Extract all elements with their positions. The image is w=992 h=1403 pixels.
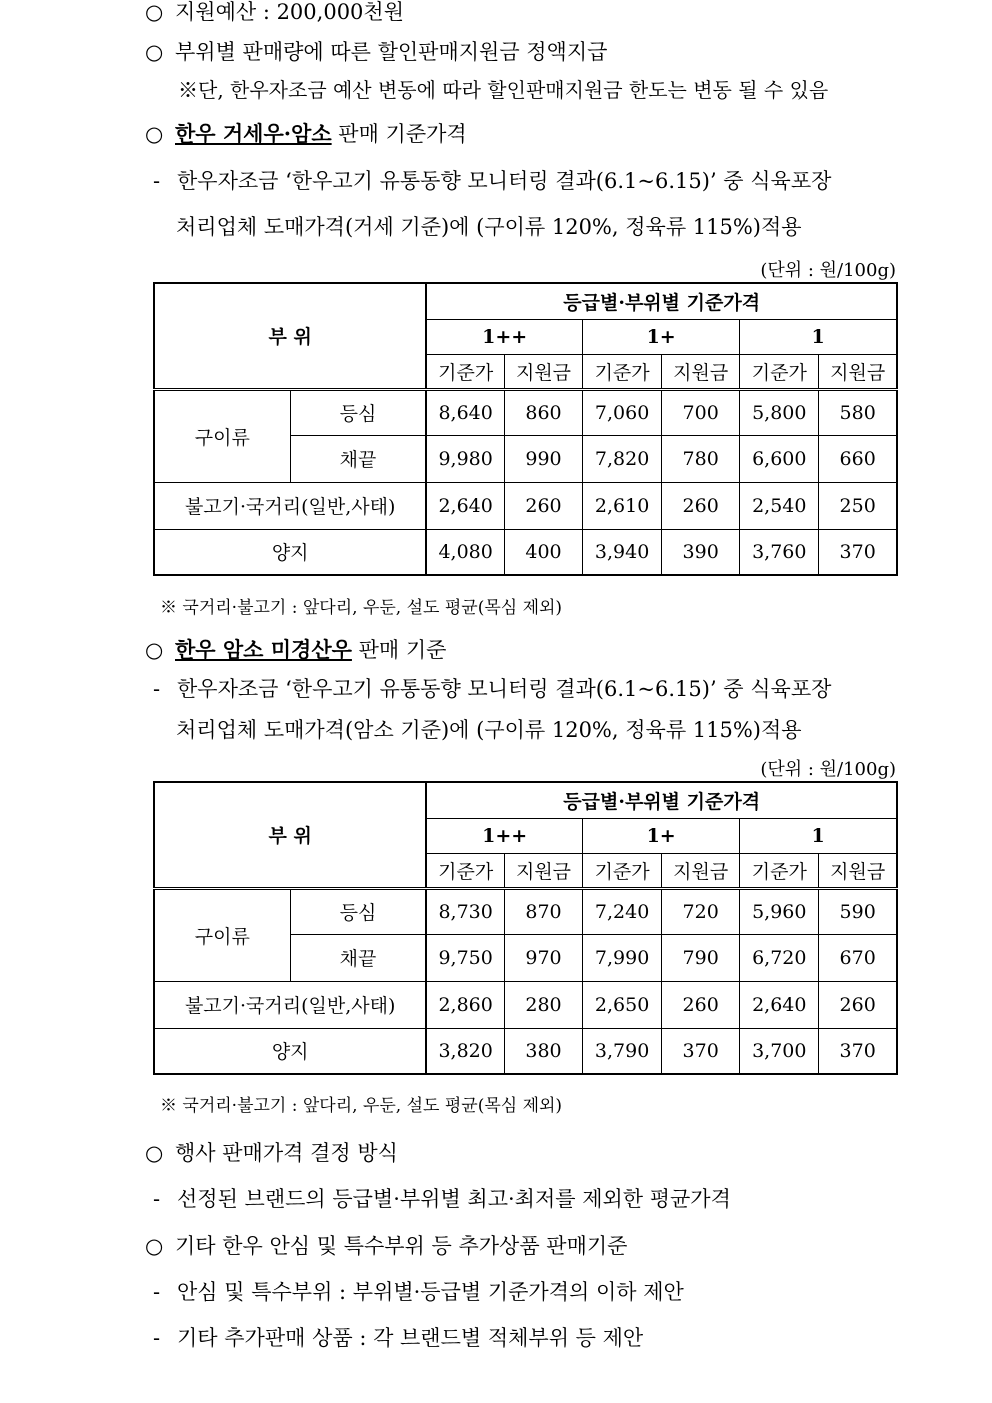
cell: 260 xyxy=(504,482,582,529)
section2-desc-2: 처리업체 도매가격(암소 기준)에 (구이류 120%, 정육류 115%)적용 xyxy=(176,718,802,742)
cell: 580 xyxy=(819,389,897,435)
cell: 870 xyxy=(504,888,582,934)
section1-title-rest: 판매 기준가격 xyxy=(331,122,467,146)
price-table-1 xyxy=(153,282,898,576)
circle-bullet-icon: ○ xyxy=(145,40,164,64)
cell: 260 xyxy=(819,981,897,1028)
cell: 2,650 xyxy=(583,981,662,1028)
price-method-desc-text: 선정된 브랜드의 등급별·부위별 최고·최저를 제외한 평균가격 xyxy=(177,1187,731,1211)
row-name: 불고기·국거리(일반,사태) xyxy=(154,482,426,529)
cell: 720 xyxy=(662,888,740,934)
cell: 9,980 xyxy=(426,435,504,482)
cell: 7,990 xyxy=(583,934,662,981)
cell: 250 xyxy=(819,482,897,529)
grill-category: 구이류 xyxy=(154,389,290,482)
col-base: 기준가 xyxy=(426,853,504,888)
circle-bullet-icon: ○ xyxy=(145,0,164,24)
col-subsidy: 지원금 xyxy=(819,853,897,888)
others-line xyxy=(145,1232,627,1260)
others-desc-2-text: 기타 추가판매 상품 : 각 브랜드별 적체부위 등 제안 xyxy=(177,1326,644,1350)
table2-note: ※ 국거리·불고기 : 앞다리, 우둔, 설도 평균(목심 제외) xyxy=(160,1096,563,1116)
part-header: 부 위 xyxy=(154,283,426,389)
cell: 5,800 xyxy=(740,389,819,435)
col-base: 기준가 xyxy=(740,853,819,888)
cell: 4,080 xyxy=(426,529,504,575)
cell: 860 xyxy=(504,389,582,435)
cell: 3,700 xyxy=(740,1028,819,1074)
cell: 370 xyxy=(819,529,897,575)
cell: 260 xyxy=(662,482,740,529)
grade-header-1: 1 xyxy=(740,319,897,354)
cell: 660 xyxy=(819,435,897,482)
dash-bullet-icon: - xyxy=(153,1280,161,1304)
cell: 970 xyxy=(504,934,582,981)
budget-text: 지원예산 : 200,000천원 xyxy=(175,0,404,24)
others-desc-2 xyxy=(153,1324,643,1352)
section2-title-rest: 판매 기준 xyxy=(351,638,447,662)
col-base: 기준가 xyxy=(740,354,819,389)
section1-desc-2: 처리업체 도매가격(거세 기준)에 (구이류 120%, 정육류 115%)적용 xyxy=(176,215,802,239)
grade-header-1pp: 1++ xyxy=(426,818,582,853)
cell: 280 xyxy=(504,981,582,1028)
price-method-text: 행사 판매가격 결정 방식 xyxy=(175,1141,398,1165)
support-line xyxy=(145,38,607,66)
cell: 790 xyxy=(662,934,740,981)
table-row xyxy=(154,389,897,435)
col-base: 기준가 xyxy=(583,354,662,389)
price-method-line xyxy=(145,1139,398,1167)
row-name: 양지 xyxy=(154,1028,426,1074)
grade-header-1pp: 1++ xyxy=(426,319,582,354)
row-name: 불고기·국거리(일반,사태) xyxy=(154,981,426,1028)
support-note: ※단, 한우자조금 예산 변동에 따라 할인판매지원금 한도는 변동 될 수 있음 xyxy=(178,78,829,102)
cell: 7,820 xyxy=(583,435,662,482)
cell: 390 xyxy=(662,529,740,575)
grade-group-header: 등급별·부위별 기준가격 xyxy=(426,782,897,818)
cell: 6,720 xyxy=(740,934,819,981)
circle-bullet-icon: ○ xyxy=(145,122,164,146)
cell: 3,940 xyxy=(583,529,662,575)
section1-title-underlined: 한우 거세우·암소 xyxy=(175,121,332,146)
others-desc-1 xyxy=(153,1278,684,1306)
cell: 260 xyxy=(662,981,740,1028)
grade-group-header: 등급별·부위별 기준가격 xyxy=(426,283,897,319)
cell: 990 xyxy=(504,435,582,482)
col-subsidy: 지원금 xyxy=(662,853,740,888)
cell: 370 xyxy=(819,1028,897,1074)
price-method-desc xyxy=(153,1185,731,1213)
cell: 590 xyxy=(819,888,897,934)
grade-header-1p: 1+ xyxy=(583,319,740,354)
table-row xyxy=(154,888,897,934)
section1-title xyxy=(145,120,467,148)
budget-line xyxy=(145,0,404,26)
dash-bullet-icon: - xyxy=(153,1326,161,1350)
cell: 3,790 xyxy=(583,1028,662,1074)
row-name: 채끝 xyxy=(290,435,426,482)
circle-bullet-icon: ○ xyxy=(145,638,164,662)
section1-desc-1 xyxy=(153,167,831,195)
part-header: 부 위 xyxy=(154,782,426,888)
circle-bullet-icon: ○ xyxy=(145,1141,164,1165)
col-base: 기준가 xyxy=(583,853,662,888)
cell: 6,600 xyxy=(740,435,819,482)
cell: 370 xyxy=(662,1028,740,1074)
table-row xyxy=(154,981,897,1028)
col-subsidy: 지원금 xyxy=(662,354,740,389)
table1-note: ※ 국거리·불고기 : 앞다리, 우둔, 설도 평균(목심 제외) xyxy=(160,598,563,618)
cell: 2,540 xyxy=(740,482,819,529)
col-subsidy: 지원금 xyxy=(819,354,897,389)
circle-bullet-icon: ○ xyxy=(145,1234,164,1258)
section2-desc-1-text: 한우자조금 ‘한우고기 유통동향 모니터링 결과(6.1~6.15)’ 중 식육포장 xyxy=(177,677,832,701)
table-row xyxy=(154,1028,897,1074)
table-row xyxy=(154,529,897,575)
section2-unit: (단위 : 원/100g) xyxy=(760,759,896,780)
dash-bullet-icon: - xyxy=(153,1187,161,1211)
col-base: 기준가 xyxy=(426,354,504,389)
others-desc-1-text: 안심 및 특수부위 : 부위별·등급별 기준가격의 이하 제안 xyxy=(177,1280,684,1304)
dash-bullet-icon: - xyxy=(153,677,161,701)
row-name: 등심 xyxy=(290,888,426,934)
row-name: 등심 xyxy=(290,389,426,435)
dash-bullet-icon: - xyxy=(153,169,161,193)
cell: 2,640 xyxy=(740,981,819,1028)
grill-category: 구이류 xyxy=(154,888,290,981)
grade-header-1p: 1+ xyxy=(583,818,740,853)
cell: 7,060 xyxy=(583,389,662,435)
section2-title-underlined: 한우 암소 미경산우 xyxy=(175,637,352,662)
grade-header-1: 1 xyxy=(740,818,897,853)
section2-desc-1 xyxy=(153,675,831,703)
cell: 8,640 xyxy=(426,389,504,435)
cell: 380 xyxy=(504,1028,582,1074)
row-name: 양지 xyxy=(154,529,426,575)
table-row xyxy=(154,482,897,529)
cell: 670 xyxy=(819,934,897,981)
col-subsidy: 지원금 xyxy=(504,354,582,389)
support-text: 부위별 판매량에 따른 할인판매지원금 정액지급 xyxy=(175,40,608,64)
cell: 2,860 xyxy=(426,981,504,1028)
section1-desc-1-text: 한우자조금 ‘한우고기 유통동향 모니터링 결과(6.1~6.15)’ 중 식육포장 xyxy=(177,169,832,193)
cell: 2,610 xyxy=(583,482,662,529)
section1-unit: (단위 : 원/100g) xyxy=(760,260,896,281)
cell: 400 xyxy=(504,529,582,575)
cell: 8,730 xyxy=(426,888,504,934)
row-name: 채끝 xyxy=(290,934,426,981)
col-subsidy: 지원금 xyxy=(504,853,582,888)
cell: 7,240 xyxy=(583,888,662,934)
price-table-2 xyxy=(153,781,898,1075)
section2-title xyxy=(145,636,446,664)
cell: 3,760 xyxy=(740,529,819,575)
others-text: 기타 한우 안심 및 특수부위 등 추가상품 판매기준 xyxy=(175,1234,628,1258)
cell: 5,960 xyxy=(740,888,819,934)
cell: 2,640 xyxy=(426,482,504,529)
cell: 700 xyxy=(662,389,740,435)
cell: 3,820 xyxy=(426,1028,504,1074)
cell: 780 xyxy=(662,435,740,482)
cell: 9,750 xyxy=(426,934,504,981)
